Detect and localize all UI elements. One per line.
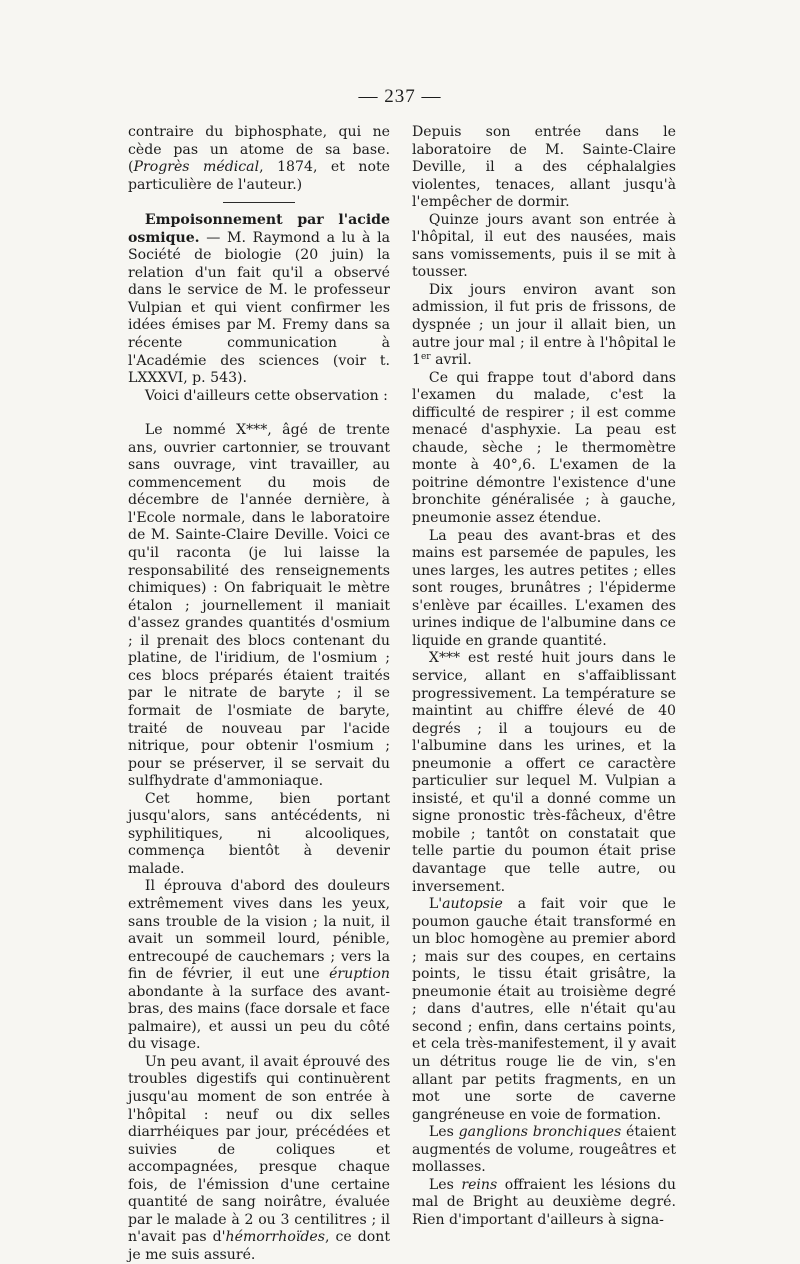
paragraph: Depuis son entrée dans le laboratoire de M. Sainte-Claire Deville, il a des céphalalgies violentes, tenaces, allant jusqu'à l'empêcher de dormir. [412, 124, 676, 211]
paragraph: Dix jours environ avant son admission, il fut pris de frissons, de dyspnée ; un jour il allait bien, un autre jour mal ; il entre à l'hôpital le 1er avril. [412, 281, 676, 369]
paragraph-continuation: contraire du biphosphate, qui ne cède pas un atome de sa base. (Progrès médical, 1874, et note particulière de l'auteur.) [128, 124, 391, 193]
paragraph: X*** est resté huit jours dans le service, allant en s'affaiblissant progressivement. La température se maintint au chiffre élevé de 40 degrés ; il a toujours eu de l'albumine dans les urines, et la pneumonie a offert ce caractère particulier sur lequel M. Vulpian a insisté, et qu'il a donné comme un signe pronostic très-fâcheux, d'être mobile ; tantôt on constatait que telle partie du poumon était prise davantage que telle autre, ou inversement. [412, 650, 676, 895]
article-heading: Empoisonnement par l'acide osmique. [128, 212, 390, 246]
paragraph: Le nommé X***, âgé de trente ans, ouvrier cartonnier, se trouvant sans ouvrage, vint travailler, au commencement du mois de décembre de l'année dernière, à l'Ecole normale, dans le laboratoire de M. Sainte-Claire Deville. Voici ce qu'il raconta (je lui laisse la responsabilité des renseignements chimiques) : On fabriquait le mètre étalon ; journellement il maniait d'assez grandes quantités d'osmium ; il prenait des blocs contenant du platine, de l'iridium, de l'osmium ; ces blocs préparés étaient traités par le nitrate de baryte ; il se formait de l'osmiate de baryte, traité de nouveau par l'acide nitrique, pour obtenir l'osmium ; pour se préserver, il se servait du sulfhydrate d'ammoniaque. [128, 422, 390, 790]
paragraph: Cet homme, bien portant jusqu'alors, sans antécédents, ni syphilitiques, ni alcooliques, commença bientôt à devenir malade. [128, 790, 390, 877]
page-number: — 237 — [358, 86, 442, 107]
paragraph: Quinze jours avant son entrée à l'hôpital, il eut des nausées, mais sans vomissements, puis il se mit à tousser. [412, 211, 676, 281]
section-divider [223, 202, 295, 203]
paragraph: Voici d'ailleurs cette observation : [144, 387, 388, 404]
paragraph: Ce qui frappe tout d'abord dans l'examen du malade, c'est la difficulté de respirer ; il est comme menacé d'asphyxie. La peau est chaude, sèche ; le thermomètre monte à 40°,6. L'examen de la poitrine démontre l'existence d'une bronchite généralisée ; à gauche, pneumonie assez étendue. [412, 369, 676, 527]
paragraph: L'autopsie a fait voir que le poumon gauche était transformé en un bloc homogène au premier abord ; mais sur des coupes, en certains points, le tissu était grisâtre, la pneumonie était au troisième degré ; dans d'autres, elle n'était qu'au second ; enfin, dans certains points, et cela très-manifestement, il y avait un détritus rouge lie de vin, s'en allant par petits fragments, en un mot une sorte de caverne gangréneuse en voie de formation. [412, 896, 676, 1123]
paragraph: Un peu avant, il avait éprouvé des troubles digestifs qui continuèrent jusqu'au moment de son entrée à l'hôpital : neuf ou dix selles diarrhéiques par jour, précédées et suivies de coliques et accompagnées, presque chaque fois, de l'émission d'une certaine quantité de sang noirâtre, évaluée par le malade à 2 ou 3 centilitres ; il n'avait pas d'hémorrhoïdes, ce dont je me suis assuré. [128, 1053, 390, 1263]
paragraph: La peau des avant-bras et des mains est parsemée de papules, les unes larges, les autres petites ; elles sont rouges, brunâtres ; l'épiderme s'enlève par écailles. L'examen des urines indique de l'albumine dans ce liquide en grande quantité. [412, 527, 676, 649]
right-column [412, 124, 676, 1229]
left-column [128, 124, 390, 1264]
paragraph: Les ganglions bronchiques étaient augmentés de volume, rougeâtres et mollasses. [412, 1124, 676, 1176]
paragraph: Les reins offraient les lésions du mal de Bright au deuxième degré. Rien d'important d'ailleurs à signa- [412, 1176, 676, 1228]
article-paragraph-intro: Empoisonnement par l'acide osmique. — M. Raymond a lu à la Société de biologie (20 juin) la relation d'un fait qu'il a observé dans le service de M. le professeur Vulpian et qui vient confirmer les idées émises par M. Fremy dans sa récente communication à l'Académie des sciences (voir t. LXXXVI, p. 543). [128, 212, 390, 387]
paragraph: Il éprouva d'abord des douleurs extrêmement vives dans les yeux, sans trouble de la vision ; la nuit, il avait un sommeil lourd, pénible, entrecoupé de cauchemars ; vers la fin de février, il eut une éruption abondante à la surface des avant-bras, des mains (face dorsale et face palmaire), et aussi un peu du côté du visage. [128, 878, 390, 1053]
